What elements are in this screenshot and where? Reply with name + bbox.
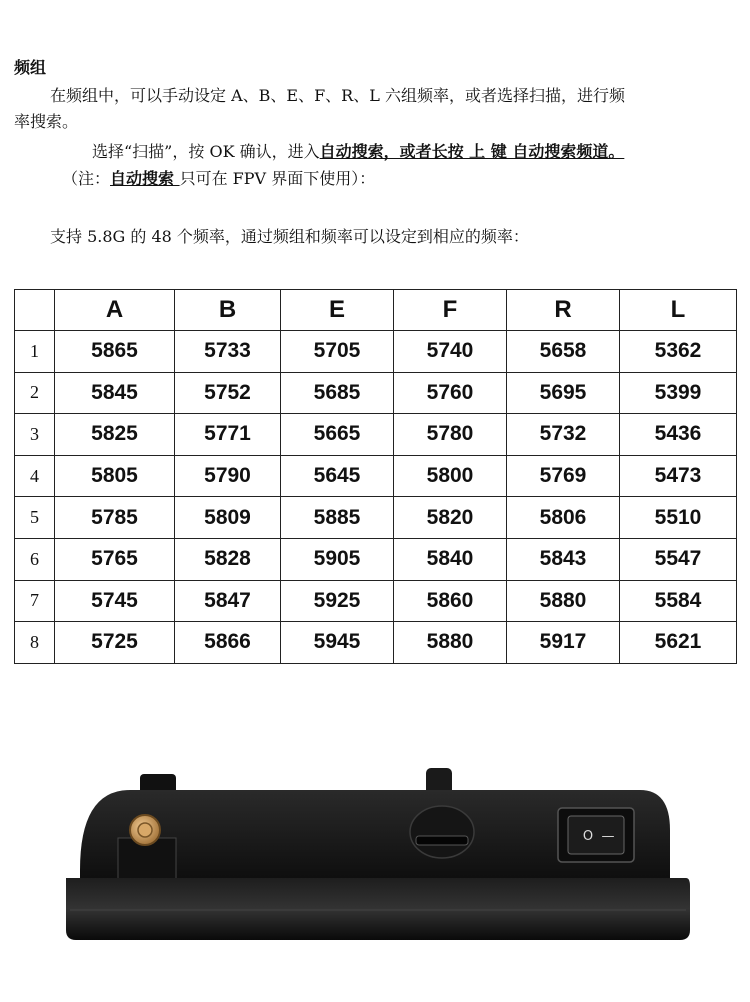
frequency-cell: 5765 <box>55 538 175 580</box>
table-header-cell: B <box>175 290 281 331</box>
row-index-cell: 5 <box>15 497 55 539</box>
frequency-cell: 5847 <box>175 580 281 622</box>
paragraph-line: 率搜索。 <box>14 112 79 131</box>
frequency-cell: 5769 <box>507 455 620 497</box>
row-index-cell: 2 <box>15 372 55 414</box>
table-row <box>15 497 737 539</box>
device-base <box>66 878 690 940</box>
frequency-cell: 5645 <box>281 455 394 497</box>
row-index-cell: 3 <box>15 414 55 456</box>
frequency-cell: 5825 <box>55 414 175 456</box>
frequency-cell: 5809 <box>175 497 281 539</box>
table-header-cell: R <box>507 290 620 331</box>
row-index-cell: 8 <box>15 622 55 664</box>
frequency-cell: 5745 <box>55 580 175 622</box>
frequency-cell: 5733 <box>175 331 281 373</box>
table-header-cell: F <box>394 290 507 331</box>
frequency-cell: 5621 <box>620 622 737 664</box>
frequency-cell: 5740 <box>394 331 507 373</box>
frequency-cell: 5865 <box>55 331 175 373</box>
frequency-cell: 5800 <box>394 455 507 497</box>
frequency-cell: 5362 <box>620 331 737 373</box>
frequency-cell: 5945 <box>281 622 394 664</box>
table-row <box>15 455 737 497</box>
frequency-cell: 5843 <box>507 538 620 580</box>
frequency-cell: 5806 <box>507 497 620 539</box>
frequency-cell: 5547 <box>620 538 737 580</box>
paragraph-line: 在频组中，可以手动设定 A、B、E、F、R、L 六组频率，或者选择扫描，进行频 <box>50 86 625 105</box>
frequency-cell: 5828 <box>175 538 281 580</box>
frequency-cell: 5695 <box>507 372 620 414</box>
row-index-cell: 4 <box>15 455 55 497</box>
frequency-cell: 5658 <box>507 331 620 373</box>
scan-instruction-text: 选择“扫描”，按 OK 确认，进入 <box>92 142 320 161</box>
frequency-cell: 5725 <box>55 622 175 664</box>
frequency-cell: 5925 <box>281 580 394 622</box>
table-row <box>15 538 737 580</box>
frequency-cell: 5805 <box>55 455 175 497</box>
usage-note-emphasis: 自动搜索 <box>110 169 180 188</box>
frequency-cell: 5780 <box>394 414 507 456</box>
section-title: 频组 <box>14 58 47 77</box>
usage-note-suffix: 只可在 FPV 界面下使用）： <box>179 169 376 188</box>
frequency-cell: 5820 <box>394 497 507 539</box>
frequency-cell: 5860 <box>394 580 507 622</box>
frequency-cell: 5905 <box>281 538 394 580</box>
switch-off-symbol: O <box>582 829 594 844</box>
frequency-cell: 5771 <box>175 414 281 456</box>
table-row <box>15 372 737 414</box>
frequency-cell: 5845 <box>55 372 175 414</box>
device-photo <box>0 760 750 960</box>
frequency-cell: 5880 <box>507 580 620 622</box>
usage-note-prefix: （注： <box>62 169 111 188</box>
frequency-cell: 5752 <box>175 372 281 414</box>
frequency-cell: 5885 <box>281 497 394 539</box>
frequency-cell: 5790 <box>175 455 281 497</box>
frequency-cell: 5473 <box>620 455 737 497</box>
scan-instruction-emphasis: 自动搜索，或者长按 上 键 自动搜索频道。 <box>319 142 625 161</box>
frequency-cell: 5510 <box>620 497 737 539</box>
row-index-cell: 1 <box>15 331 55 373</box>
frequency-cell: 5760 <box>394 372 507 414</box>
table-header-row <box>15 290 737 331</box>
table-header-cell: L <box>620 290 737 331</box>
row-index-cell: 6 <box>15 538 55 580</box>
support-description: 支持 5.8G 的 48 个频率，通过频组和频率可以设定到相应的频率： <box>50 227 529 246</box>
row-index-cell: 7 <box>15 580 55 622</box>
frequency-cell: 5866 <box>175 622 281 664</box>
frequency-cell: 5840 <box>394 538 507 580</box>
frequency-cell: 5732 <box>507 414 620 456</box>
frequency-cell: 5705 <box>281 331 394 373</box>
card-slot <box>410 806 474 858</box>
frequency-cell: 5880 <box>394 622 507 664</box>
table-row <box>15 622 737 664</box>
frequency-cell: 5685 <box>281 372 394 414</box>
switch-on-symbol: — <box>601 829 615 844</box>
table-header-corner <box>15 290 55 331</box>
table-row <box>15 414 737 456</box>
table-row <box>15 580 737 622</box>
frequency-cell: 5917 <box>507 622 620 664</box>
scan-instruction <box>92 142 624 162</box>
frequency-cell: 5399 <box>620 372 737 414</box>
table-header-cell: E <box>281 290 394 331</box>
frequency-cell: 5584 <box>620 580 737 622</box>
table-row <box>15 331 737 373</box>
usage-note <box>62 169 375 189</box>
frequency-cell: 5665 <box>281 414 394 456</box>
frequency-cell: 5436 <box>620 414 737 456</box>
frequency-cell: 5785 <box>55 497 175 539</box>
frequency-table <box>14 289 737 664</box>
table-header-cell: A <box>55 290 175 331</box>
